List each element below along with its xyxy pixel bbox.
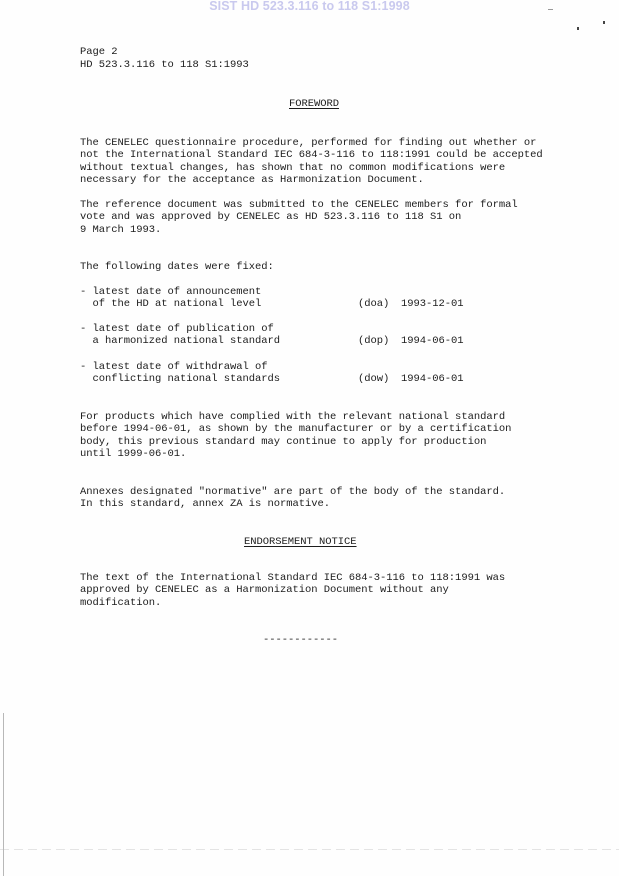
text-line: until 1999-06-01.: [80, 448, 187, 461]
text-line: For products which have complied with the relevant national standard: [80, 411, 506, 423]
text-line: not the International Standard IEC 684-3-116 to 118:1991 could be accepted: [80, 149, 543, 162]
text-line: body, this previous standard may continue to apply for production: [80, 435, 487, 448]
watermark: SIST HD 523.3.116 to 118 S1:1998: [209, 0, 410, 13]
foreword-paragraph-3: [80, 411, 511, 461]
text-line: approved by CENELEC as a Harmonization Document without any: [80, 584, 449, 597]
date-item-label: conflicting national standards: [80, 373, 281, 386]
text-line: In this standard, annex ZA is normative.: [80, 498, 331, 511]
scan-speck: [548, 9, 553, 10]
date-value: 1993-12-01: [401, 298, 464, 311]
page-number: Page 2: [80, 46, 118, 58]
text-line: The reference document was submitted to the CENELEC members for formal: [80, 199, 518, 211]
date-item-dow: [80, 361, 560, 387]
date-item-label: - latest date of publication of: [80, 323, 274, 335]
date-abbreviation: (doa): [358, 298, 390, 311]
text-line: The text of the International Standard IEC 684-3-116 to 118:1991 was: [80, 572, 506, 584]
dates-intro: The following dates were fixed:: [80, 261, 274, 273]
date-value: 1994-06-01: [401, 335, 464, 348]
foreword-paragraph-1: [80, 137, 543, 187]
scan-artifact-line: [0, 849, 619, 850]
text-line: before 1994-06-01, as shown by the manufacturer or by a certification: [80, 423, 512, 436]
date-item-label: of the HD at national level: [80, 298, 262, 311]
text-line: modification.: [80, 596, 162, 609]
endorsement-notice-heading: ENDORSEMENT NOTICE: [244, 536, 357, 548]
end-of-section-rule: ------------: [263, 634, 339, 646]
text-line: Annexes designated "normative" are part of the body of the standard.: [80, 486, 506, 498]
endorsement-paragraph: [80, 572, 505, 609]
foreword-paragraph-4: [80, 486, 505, 511]
scan-left-edge: [3, 713, 4, 876]
scan-speck: [577, 27, 579, 30]
text-line: The CENELEC questionnaire procedure, performed for finding out whether or: [80, 137, 537, 149]
date-item-label: - latest date of announcement: [80, 286, 262, 298]
date-abbreviation: (dop): [358, 335, 390, 348]
date-item-dop: [80, 323, 560, 349]
foreword-paragraph-2: [80, 199, 518, 236]
date-item-label: a harmonized national standard: [80, 335, 281, 348]
text-line: vote and was approved by CENELEC as HD 523.3.116 to 118 S1 on: [80, 211, 462, 224]
date-item-doa: [80, 286, 560, 312]
date-item-label: - latest date of withdrawal of: [80, 361, 268, 373]
date-abbreviation: (dow): [358, 373, 390, 386]
foreword-heading: FOREWORD: [289, 98, 340, 110]
text-line: necessary for the acceptance as Harmonization Document.: [80, 174, 424, 187]
date-value: 1994-06-01: [401, 373, 464, 386]
scan-speck: [603, 21, 605, 24]
document-reference: HD 523.3.116 to 118 S1:1993: [80, 58, 249, 71]
text-line: without textual changes, has shown that no common modifications were: [80, 161, 506, 174]
text-line: 9 March 1993.: [80, 223, 162, 236]
